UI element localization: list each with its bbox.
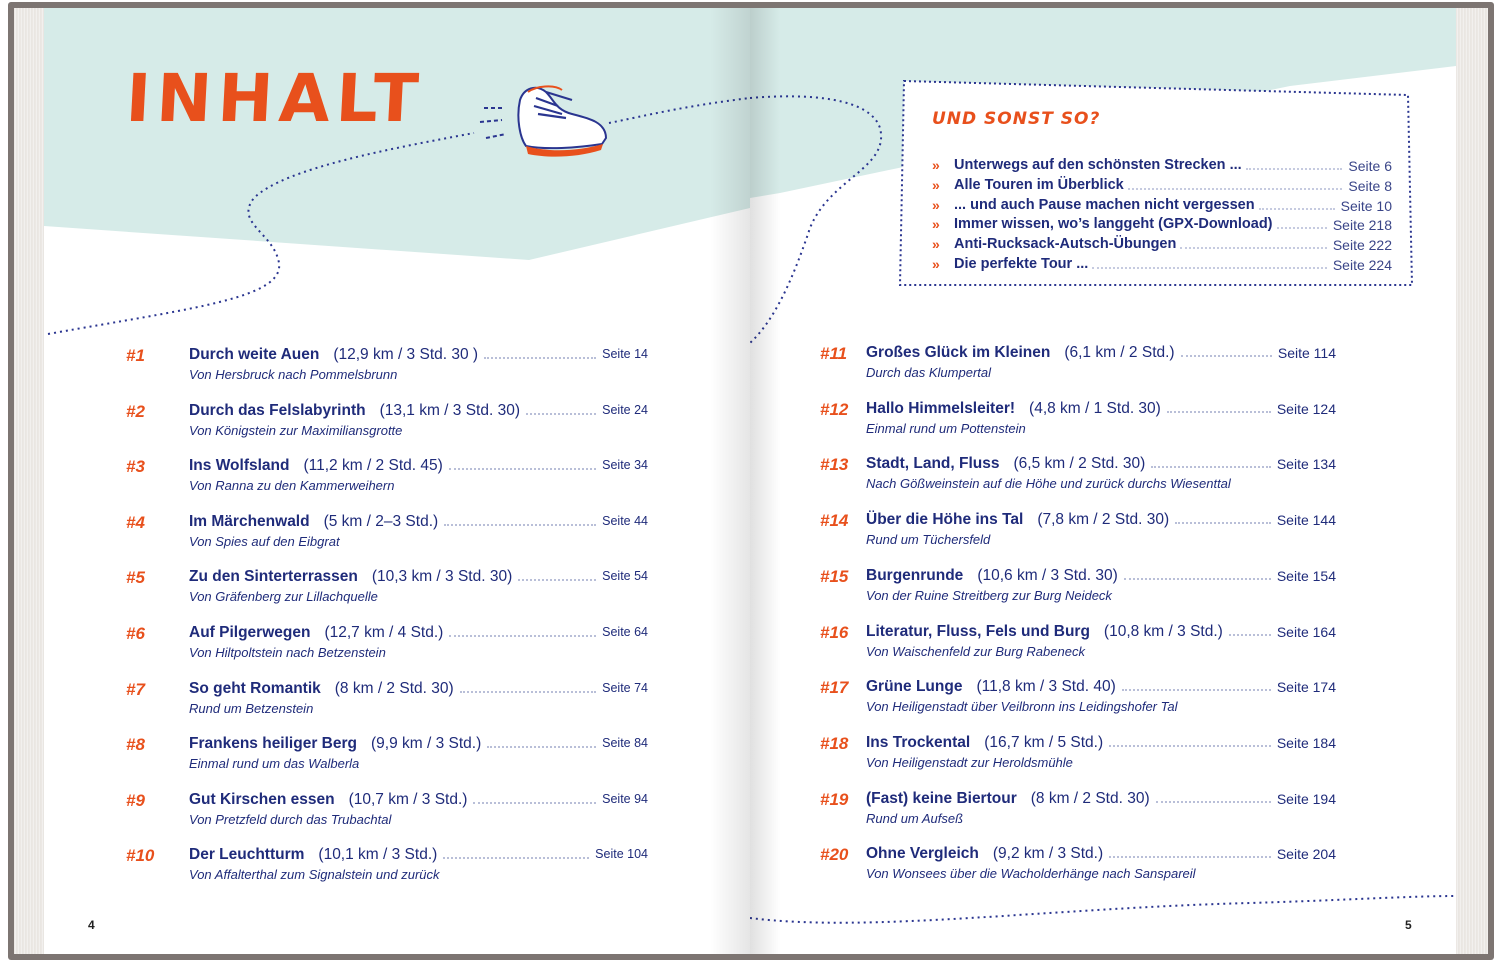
leader-dots bbox=[487, 746, 596, 748]
leader-dots bbox=[1092, 267, 1327, 269]
toc-entry[interactable] bbox=[126, 346, 648, 390]
double-chevron-icon: » bbox=[932, 157, 940, 173]
tour-title-line bbox=[866, 567, 1118, 585]
tour-number: #17 bbox=[820, 678, 849, 698]
tour-title: Auf Pilgerwegen bbox=[189, 624, 311, 641]
tour-page: Seite 74 bbox=[602, 680, 648, 695]
toc-entry[interactable] bbox=[820, 790, 1336, 834]
tour-subtitle: Von Gräfenberg zur Lillachquelle bbox=[189, 589, 378, 605]
tour-title: Grüne Lunge bbox=[866, 678, 963, 696]
tour-subtitle: Nach Gößweinstein auf die Höhe und zurück durchs Wiesenttal bbox=[866, 476, 1231, 492]
tour-distance: (9,2 km / 3 Std.) bbox=[992, 845, 1104, 863]
info-box-page: Seite 218 bbox=[1332, 217, 1392, 234]
tour-page: Seite 124 bbox=[1276, 400, 1336, 417]
tour-page: Seite 184 bbox=[1276, 734, 1336, 751]
tour-title: Literatur, Fluss, Fels und Burg bbox=[866, 622, 1090, 640]
double-chevron-icon: » bbox=[932, 216, 940, 233]
toc-entry[interactable] bbox=[820, 678, 1336, 722]
tour-page: Seite 84 bbox=[602, 736, 648, 751]
info-box-item[interactable] bbox=[932, 157, 1392, 177]
tour-title-line bbox=[189, 346, 478, 364]
tour-page: Seite 94 bbox=[602, 791, 648, 806]
tour-title: Burgenrunde bbox=[866, 566, 964, 584]
tour-number: #9 bbox=[126, 790, 145, 810]
tour-distance: (10,6 km / 3 Std. 30) bbox=[977, 566, 1118, 584]
tour-title: Durch weite Auen bbox=[189, 346, 320, 363]
gutter-shadow bbox=[710, 8, 750, 954]
tour-page: Seite 64 bbox=[602, 625, 648, 639]
toc-entry[interactable] bbox=[126, 457, 648, 501]
tour-subtitle: Durch das Klumpertal bbox=[866, 365, 991, 380]
double-chevron-icon: » bbox=[932, 196, 940, 213]
tour-title: Ins Trockental bbox=[866, 733, 971, 751]
leader-dots bbox=[449, 635, 596, 637]
double-chevron-icon: » bbox=[932, 236, 940, 253]
leader-dots bbox=[1246, 168, 1342, 170]
leader-dots bbox=[1259, 208, 1335, 210]
info-box-label: Alle Touren im Überblick bbox=[954, 176, 1124, 193]
tour-subtitle: Einmal rund um das Walberla bbox=[189, 756, 360, 772]
leader-dots bbox=[473, 802, 596, 804]
tour-title: Stadt, Land, Fluss bbox=[866, 455, 1000, 473]
info-box-page: Seite 224 bbox=[1332, 257, 1392, 273]
leader-dots bbox=[1229, 634, 1271, 636]
tour-title-line bbox=[189, 791, 467, 809]
tour-subtitle: Rund um Aufseß bbox=[866, 810, 964, 826]
info-box-label: ... und auch Pause machen nicht vergessen bbox=[954, 196, 1255, 213]
tour-title: Gut Kirschen essen bbox=[189, 790, 335, 808]
tour-subtitle: Rund um Betzenstein bbox=[189, 700, 314, 716]
leader-dots bbox=[460, 691, 596, 693]
tour-distance: (8 km / 2 Std. 30) bbox=[1030, 789, 1150, 807]
hiking-boot-icon bbox=[476, 78, 616, 168]
tour-distance: (4,8 km / 1 Std. 30) bbox=[1029, 399, 1161, 417]
tour-title: Durch das Felslabyrinth bbox=[189, 401, 366, 419]
tour-title-line bbox=[189, 513, 438, 531]
tour-distance: (7,8 km / 2 Std. 30) bbox=[1037, 511, 1170, 529]
tour-title: Im Märchenwald bbox=[189, 512, 310, 530]
leader-dots bbox=[1181, 355, 1272, 357]
tour-number: #6 bbox=[126, 624, 145, 643]
tour-title-line bbox=[866, 845, 1103, 863]
toc-entry[interactable] bbox=[820, 344, 1336, 388]
tour-page: Seite 114 bbox=[1277, 345, 1336, 361]
tour-page: Seite 164 bbox=[1276, 623, 1336, 640]
info-box-label: Unterwegs auf den schönsten Strecken ... bbox=[954, 157, 1242, 173]
tour-subtitle: Von Ranna zu den Kammerweihern bbox=[189, 478, 395, 494]
tour-page: Seite 14 bbox=[602, 347, 648, 361]
toc-entry[interactable] bbox=[820, 734, 1336, 778]
tour-number: #1 bbox=[126, 346, 145, 365]
tour-page: Seite 54 bbox=[602, 569, 648, 584]
page-number-right: 5 bbox=[1405, 918, 1412, 932]
page-number-left: 4 bbox=[88, 918, 95, 932]
tour-number: #19 bbox=[820, 789, 849, 809]
tour-subtitle: Von Königstein zur Maximiliansgrotte bbox=[189, 422, 403, 438]
tour-subtitle: Von Heiligenstadt zur Heroldsmühle bbox=[866, 754, 1073, 770]
right-page bbox=[750, 8, 1456, 954]
tour-title: Hallo Himmelsleiter! bbox=[866, 399, 1016, 417]
tour-title-line bbox=[866, 344, 1175, 362]
info-box bbox=[898, 79, 1416, 289]
tour-number: #15 bbox=[820, 566, 849, 586]
leader-dots bbox=[1128, 188, 1342, 190]
tour-distance: (5 km / 2–3 Std.) bbox=[323, 512, 439, 530]
tour-distance: (12,9 km / 3 Std. 30 ) bbox=[333, 346, 479, 363]
tour-title-line bbox=[189, 624, 443, 642]
tour-distance: (13,1 km / 3 Std. 30) bbox=[379, 401, 521, 419]
tour-page: Seite 144 bbox=[1276, 512, 1336, 529]
tour-distance: (11,2 km / 2 Std. 45) bbox=[303, 457, 443, 475]
tour-distance: (6,5 km / 2 Std. 30) bbox=[1013, 455, 1146, 473]
tour-subtitle: Von der Ruine Streitberg zur Burg Neideck bbox=[866, 587, 1112, 603]
double-chevron-icon: » bbox=[932, 176, 940, 193]
leader-dots bbox=[1277, 227, 1327, 229]
tour-number: #20 bbox=[820, 845, 849, 865]
tour-title-line bbox=[866, 511, 1169, 529]
tour-title: So geht Romantik bbox=[189, 679, 321, 697]
tour-title: (Fast) keine Biertour bbox=[866, 789, 1017, 807]
leader-dots bbox=[1109, 745, 1271, 747]
tour-title-line bbox=[866, 790, 1150, 808]
tour-title-line bbox=[866, 400, 1161, 418]
tour-title-line bbox=[866, 734, 1103, 752]
leader-dots bbox=[1156, 801, 1271, 803]
tour-title-line bbox=[189, 402, 520, 420]
tour-subtitle: Von Hiltpoltstein nach Betzenstein bbox=[189, 645, 386, 660]
tour-distance: (11,8 km / 3 Std. 40) bbox=[976, 678, 1116, 696]
info-box-item[interactable] bbox=[932, 216, 1392, 236]
tour-title-line bbox=[189, 846, 437, 864]
leader-dots bbox=[1124, 578, 1271, 580]
tour-distance: (10,1 km / 3 Std.) bbox=[318, 846, 438, 864]
toc-entry[interactable] bbox=[126, 791, 648, 835]
toc-entry[interactable] bbox=[820, 511, 1336, 555]
info-box-title: UND SONST SO? bbox=[932, 109, 1101, 129]
tour-title-line bbox=[866, 623, 1223, 641]
toc-entry[interactable] bbox=[126, 568, 648, 612]
tour-distance: (10,7 km / 3 Std.) bbox=[348, 790, 468, 808]
double-chevron-icon: » bbox=[932, 256, 940, 272]
tour-number: #11 bbox=[820, 344, 848, 363]
tour-page: Seite 154 bbox=[1276, 567, 1336, 584]
tour-distance: (10,3 km / 3 Std. 30) bbox=[371, 568, 513, 586]
toc-entry[interactable] bbox=[126, 624, 648, 668]
tour-distance: (10,8 km / 3 Std.) bbox=[1103, 622, 1223, 640]
tour-distance: (9,9 km / 3 Std.) bbox=[370, 735, 482, 753]
leader-dots bbox=[518, 579, 596, 581]
tour-number: #14 bbox=[820, 511, 849, 531]
tour-number: #2 bbox=[126, 401, 145, 421]
left-page bbox=[44, 8, 750, 954]
tour-distance: (8 km / 2 Std. 30) bbox=[334, 679, 454, 697]
tour-number: #18 bbox=[820, 733, 849, 753]
info-box-page: Seite 222 bbox=[1332, 237, 1392, 254]
leader-dots bbox=[444, 524, 596, 526]
tour-page: Seite 24 bbox=[602, 402, 648, 417]
toc-entry[interactable] bbox=[126, 735, 648, 779]
tour-title: Frankens heiliger Berg bbox=[189, 735, 357, 753]
tour-distance: (12,7 km / 4 Std.) bbox=[324, 624, 444, 641]
tour-number: #7 bbox=[126, 679, 145, 699]
toc-entry[interactable] bbox=[126, 680, 648, 724]
tour-number: #13 bbox=[820, 455, 849, 475]
leader-dots bbox=[1109, 856, 1271, 858]
tour-title: Ohne Vergleich bbox=[866, 845, 979, 863]
tour-number: #5 bbox=[126, 568, 145, 588]
tour-title-line bbox=[866, 678, 1116, 696]
info-box-label: Die perfekte Tour ... bbox=[954, 256, 1089, 272]
tour-number: #12 bbox=[820, 399, 849, 419]
info-box-item[interactable] bbox=[932, 256, 1392, 276]
tour-number: #10 bbox=[126, 846, 155, 866]
leader-dots bbox=[449, 468, 596, 470]
tour-distance: (16,7 km / 5 Std.) bbox=[984, 733, 1104, 751]
info-box-item[interactable] bbox=[932, 236, 1392, 256]
info-box-label: Anti-Rucksack-Autsch-Übungen bbox=[954, 236, 1177, 253]
tour-number: #3 bbox=[126, 457, 145, 477]
tour-number: #4 bbox=[126, 512, 145, 532]
info-box-page: Seite 8 bbox=[1348, 177, 1392, 194]
tour-subtitle: Rund um Tüchersfeld bbox=[866, 532, 991, 548]
tour-title: Zu den Sinterterrassen bbox=[189, 568, 358, 586]
tour-number: #16 bbox=[820, 622, 849, 642]
tour-subtitle: Von Waischenfeld zur Burg Rabeneck bbox=[866, 643, 1085, 659]
leader-dots bbox=[484, 357, 596, 359]
toc-entry[interactable] bbox=[126, 402, 648, 446]
leader-dots bbox=[1167, 411, 1271, 413]
tour-distance: (6,1 km / 2 Std.) bbox=[1064, 344, 1175, 361]
tour-title: Der Leuchtturm bbox=[189, 846, 305, 864]
toc-entry[interactable] bbox=[820, 623, 1336, 667]
tour-title: Über die Höhe ins Tal bbox=[866, 511, 1024, 529]
info-box-page: Seite 6 bbox=[1348, 158, 1392, 174]
page-title: INHALT bbox=[123, 60, 427, 137]
leader-dots bbox=[1122, 689, 1271, 691]
leader-dots bbox=[526, 413, 596, 415]
tour-subtitle: Von Wonsees über die Wacholderhänge nach Sanspareil bbox=[866, 866, 1196, 882]
tour-subtitle: Von Pretzfeld durch das Trubachtal bbox=[189, 811, 392, 827]
tour-subtitle: Einmal rund um Pottenstein bbox=[866, 420, 1026, 436]
tour-title-line bbox=[189, 735, 481, 753]
info-box-item[interactable] bbox=[932, 177, 1392, 197]
tour-title-line bbox=[189, 680, 454, 698]
info-box-label: Immer wissen, wo’s langgeht (GPX-Download) bbox=[954, 216, 1273, 233]
leader-dots bbox=[1175, 522, 1271, 524]
toc-entry[interactable] bbox=[820, 400, 1336, 444]
tour-title: Großes Glück im Kleinen bbox=[866, 344, 1051, 361]
tour-title-line bbox=[866, 455, 1145, 473]
tour-title: Ins Wolfsland bbox=[189, 457, 290, 475]
tour-subtitle: Von Hersbruck nach Pommelsbrunn bbox=[189, 367, 398, 382]
tour-page: Seite 104 bbox=[595, 847, 648, 862]
toc-entry[interactable] bbox=[820, 845, 1336, 889]
toc-entry[interactable] bbox=[820, 567, 1336, 611]
leader-dots bbox=[443, 857, 589, 859]
leader-dots bbox=[1151, 466, 1271, 468]
toc-entry[interactable] bbox=[126, 513, 648, 557]
tour-page: Seite 174 bbox=[1276, 679, 1336, 696]
toc-entry[interactable] bbox=[820, 455, 1336, 499]
tour-number: #8 bbox=[126, 735, 145, 755]
tour-page: Seite 194 bbox=[1276, 790, 1336, 807]
tour-subtitle: Von Heiligenstadt über Veilbronn ins Leidingshofer Tal bbox=[866, 699, 1178, 715]
tour-subtitle: Von Spies auf den Eibgrat bbox=[189, 533, 340, 549]
tour-title-line bbox=[189, 568, 512, 586]
info-box-item[interactable] bbox=[932, 197, 1392, 217]
tour-page: Seite 44 bbox=[602, 513, 648, 528]
tour-page: Seite 204 bbox=[1276, 846, 1336, 863]
tour-subtitle: Von Affalterthal zum Signalstein und zurück bbox=[189, 867, 440, 883]
leader-dots bbox=[1180, 247, 1327, 249]
toc-entry[interactable] bbox=[126, 846, 648, 890]
gutter-shadow bbox=[750, 8, 780, 954]
tour-page: Seite 34 bbox=[602, 458, 648, 473]
tour-title-line bbox=[189, 457, 443, 475]
info-box-page: Seite 10 bbox=[1340, 197, 1392, 214]
tour-page: Seite 134 bbox=[1276, 456, 1336, 473]
